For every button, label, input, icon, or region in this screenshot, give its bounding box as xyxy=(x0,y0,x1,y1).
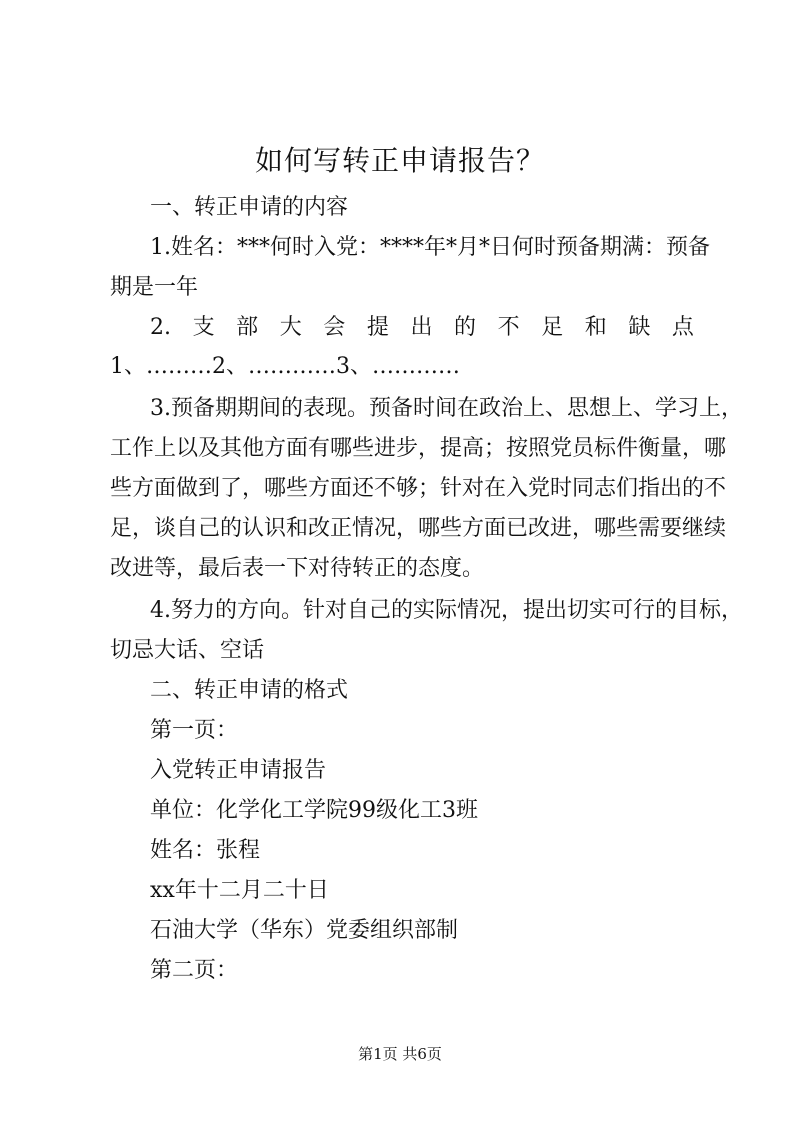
document-title: 如何写转正申请报告？ xyxy=(254,144,545,177)
paragraph-line: 单位：化学化工学院99级化工3班 xyxy=(150,798,478,823)
text-token: 2. xyxy=(150,315,171,340)
text-token: 和 xyxy=(584,315,607,340)
text-token: 不 xyxy=(497,315,520,340)
paragraph-line: 期是一年 xyxy=(110,275,199,300)
paragraph-line: 些方面做到了，哪些方面还不够；针对在入党时同志们指出的不 xyxy=(110,476,727,501)
paragraph-line: 足，谈自己的认识和改正情况，哪些方面已改进，哪些需要继续 xyxy=(110,516,727,541)
paragraph-line: 姓名：张程 xyxy=(150,838,261,863)
text-token: 出 xyxy=(410,315,433,340)
section-heading-format: 二、转正申请的格式 xyxy=(150,678,349,703)
paragraph-line: 1.姓名：***何时入党：****年*月*日何时预备期满：预备 xyxy=(150,235,710,260)
paragraph-line: 工作上以及其他方面有哪些进步，提高；按照党员标件衡量，哪 xyxy=(110,436,727,461)
paragraph-line: 4.努力的方向。针对自己的实际情况，提出切实可行的目标， xyxy=(150,598,743,623)
text-token: 大 xyxy=(279,315,302,340)
paragraph-line: 切忌大话、空话 xyxy=(110,638,265,663)
text-token: 点 xyxy=(671,315,694,340)
text-token: 的 xyxy=(454,315,477,340)
paragraph-line: 第二页： xyxy=(150,958,239,983)
paragraph-line: 3.预备期期间的表现。预备时间在政治上、思想上、学习上， xyxy=(150,396,743,421)
section-heading-content: 一、转正申请的内容 xyxy=(150,195,349,220)
text-token: 缺 xyxy=(628,315,651,340)
text-token: 部 xyxy=(236,315,259,340)
paragraph-line: 石油大学（华东）党委组织部制 xyxy=(150,918,459,943)
spaced-paragraph-line xyxy=(150,313,694,343)
text-token: 足 xyxy=(541,315,564,340)
text-token: 会 xyxy=(323,315,346,340)
page-footer: 第1页 共6页 xyxy=(358,1045,442,1063)
text-token: 支 xyxy=(192,315,215,340)
paragraph-line: 改进等，最后表一下对待转正的态度。 xyxy=(110,556,485,581)
paragraph-line: 1、………2、…………3、………… xyxy=(110,354,460,379)
paragraph-line: 入党转正申请报告 xyxy=(150,758,327,783)
paragraph-line: 第一页： xyxy=(150,718,239,743)
paragraph-line: xx年十二月二十日 xyxy=(150,878,329,903)
text-token: 提 xyxy=(366,315,389,340)
